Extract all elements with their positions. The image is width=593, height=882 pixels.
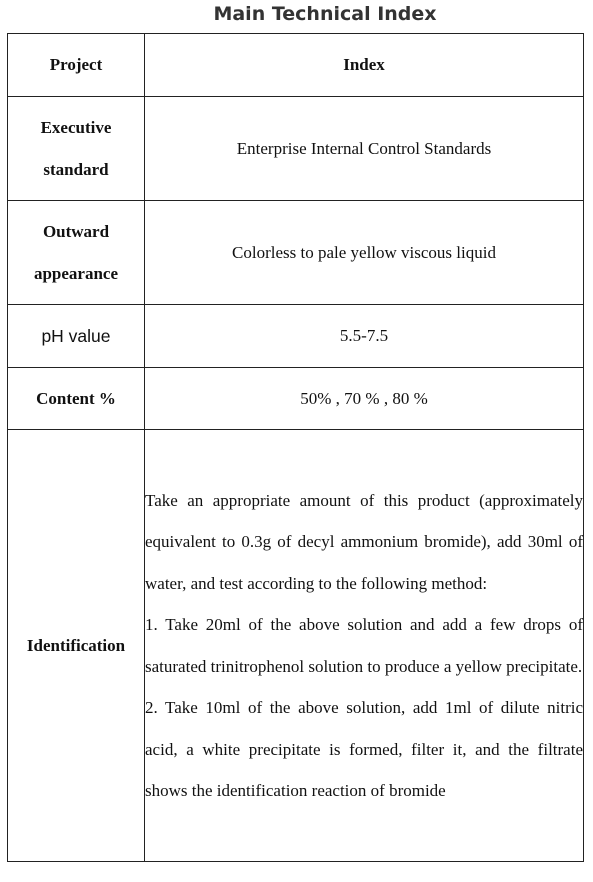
- row-label-outward-appearance: [8, 201, 145, 305]
- table-row: [8, 368, 584, 430]
- label-line: appearance: [33, 263, 119, 283]
- row-label-ph-value: pH value: [8, 305, 145, 368]
- identification-paragraph-2: 1. Take 20ml of the above solution and add a few drops of saturated trinitrophenol solution to produce a yellow precipitate.: [145, 615, 583, 676]
- header-project: Project: [8, 34, 145, 97]
- label-line: Outward: [42, 221, 110, 241]
- table-row: [8, 430, 584, 862]
- label-line: standard: [43, 159, 109, 179]
- identification-paragraph-1: Take an appropriate amount of this product (approximately equivalent to 0.3g of decyl ammonium bromide), add 30ml of water, and test according to the following method:: [145, 490, 583, 593]
- table-row: [8, 305, 584, 368]
- table-header-row: [8, 34, 584, 97]
- identification-paragraph-3: 2. Take 10ml of the above solution, add 1ml of dilute nitric acid, a white precipitate is formed, filter it, and the filtrate shows the identification reaction of bromide: [145, 698, 583, 800]
- row-label-identification: Identification: [8, 430, 145, 862]
- row-label-content: Content %: [8, 368, 145, 430]
- table-row: [8, 201, 584, 305]
- header-index: Index: [145, 34, 584, 97]
- row-value-outward-appearance: Colorless to pale yellow viscous liquid: [145, 201, 584, 305]
- row-value-content: 50% , 70 % , 80 %: [145, 368, 584, 430]
- label-line: Executive: [40, 117, 112, 137]
- row-value-ph-value: 5.5-7.5: [145, 305, 584, 368]
- row-label-executive-standard: [8, 97, 145, 201]
- row-value-executive-standard: Enterprise Internal Control Standards: [145, 97, 584, 201]
- row-value-identification: [145, 430, 584, 862]
- table-row: [8, 97, 584, 201]
- page-title: Main Technical Index: [213, 3, 437, 25]
- technical-index-table: [7, 33, 584, 862]
